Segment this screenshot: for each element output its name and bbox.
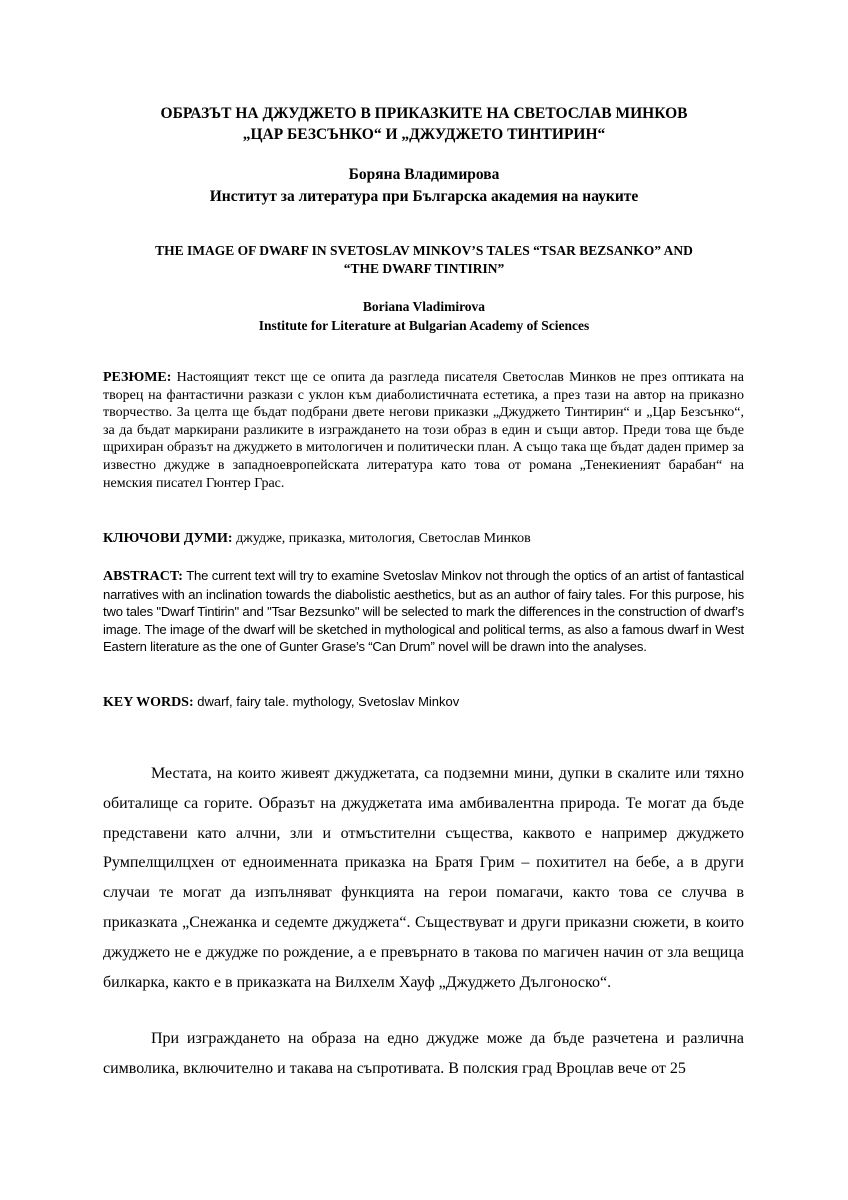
author-name: Боряна Владимирова	[348, 166, 500, 183]
keywords-bg-text: джудже, приказка, митология, Светослав Минков	[232, 531, 531, 546]
resume-text: Настоящият текст ще се опита да разгледа писателя Светослав Минков не през оптиката на творец на фантастични разкази с уклон към диаболистичната естетика, а през тази на автор на приказно творчество. За целта ще бъдат подбрани двете негови приказки „Джуджето Тинтирин“ и „Цар Безсънко“, за да бъдат маркирани разликите в изграждането на този образ в един и същи автор. Преди това ще бъде щрихиран образът на джуджето в митологичен и политически план. А също така ще бъдат даден пример за известно джудже в западноевропейската литература като това от романа „Тенекиеният барабан“ на немския писател Гюнтер Грас.	[103, 370, 744, 491]
resume-label: РЕЗЮМЕ:	[103, 370, 172, 385]
keywords-bg-label: КЛЮЧОВИ ДУМИ:	[103, 531, 233, 546]
keywords-bg-paragraph	[103, 530, 744, 548]
en-author-name: Boriana Vladimirova	[362, 299, 486, 314]
en-title-line-2: “THE DWARF TINTIRIN”	[343, 261, 505, 276]
abstract-text: The current text will try to examine Svetoslav Minkov not through the optics of an artist of fantastical narratives with an inclination towards the diabolistic aesthetics, but as an author of fairy tales. For this purpose, his two tales "Dwarf Tintirin" and "Tsar Bezsunko" will be selected to mark the differences in the construction of dwarf’s image. The image of the dwarf will be sketched in mythological and political terms, as also a famous dwarf in West Eastern literature as the one of Gunter Grase’s “Can Drum” novel will be drawn into the analyses.	[103, 568, 744, 655]
author-institution: Институт за литература при Българска академия на науките	[209, 188, 639, 205]
keywords-en-label: KEY WORDS:	[103, 695, 194, 710]
keywords-en-paragraph	[103, 693, 744, 712]
title-line-2: „ЦАР БЕЗСЪНКО“ И „ДЖУДЖЕТО ТИНТИРИН“	[242, 126, 606, 143]
en-author-institution: Institute for Literature at Bulgarian Academy of Sciences	[258, 318, 590, 333]
author-block-en	[100, 297, 748, 335]
body-paragraph-2: При изграждането на образа на едно джудже може да бъде разчетена и различна символика, включително и такава на съпротивата. В полския град Вроцлав вече от 25	[103, 1030, 744, 1077]
paper-title-en	[100, 242, 748, 278]
paper-title-bg	[100, 103, 748, 145]
resume-paragraph	[103, 369, 744, 492]
title-line-1: ОБРАЗЪТ НА ДЖУДЖЕТО В ПРИКАЗКИТЕ НА СВЕТОСЛАВ МИНКОВ	[160, 105, 688, 122]
body-paragraph-1: Местата, на които живеят джуджетата, са подземни мини, дупки в скалите или тяхно обиталище са горите. Образът на джуджетата има амбивалентна природа. Те могат да бъде представени като алчни, зли и отмъстителни същества, каквото е например джуджето Румпелщилцхен от едноименната приказка на Братя Грим – похитител на бебе, а в други случаи те могат да изпълняват функцията на герои помагачи, както това се случва в приказката „Снежанка и седемте джуджета“. Съществуват и други приказни сюжети, в които джуджето не е джудже по рождение, а е превърнато в такова по магичен начин от зла вещица билкарка, както е в приказката на Вилхелм Хауф „Джуджето Дългоноско“.	[103, 765, 744, 991]
abstract-paragraph	[103, 567, 744, 656]
keywords-en-text: dwarf, fairy tale. mythology, Svetoslav Minkov	[193, 694, 460, 709]
en-title-line-1: THE IMAGE OF DWARF IN SVETOSLAV MINKOV’S TALES “TSAR BEZSANKO” AND	[155, 243, 693, 258]
abstract-label: ABSTRACT:	[103, 569, 183, 584]
author-block-bg	[100, 164, 748, 208]
